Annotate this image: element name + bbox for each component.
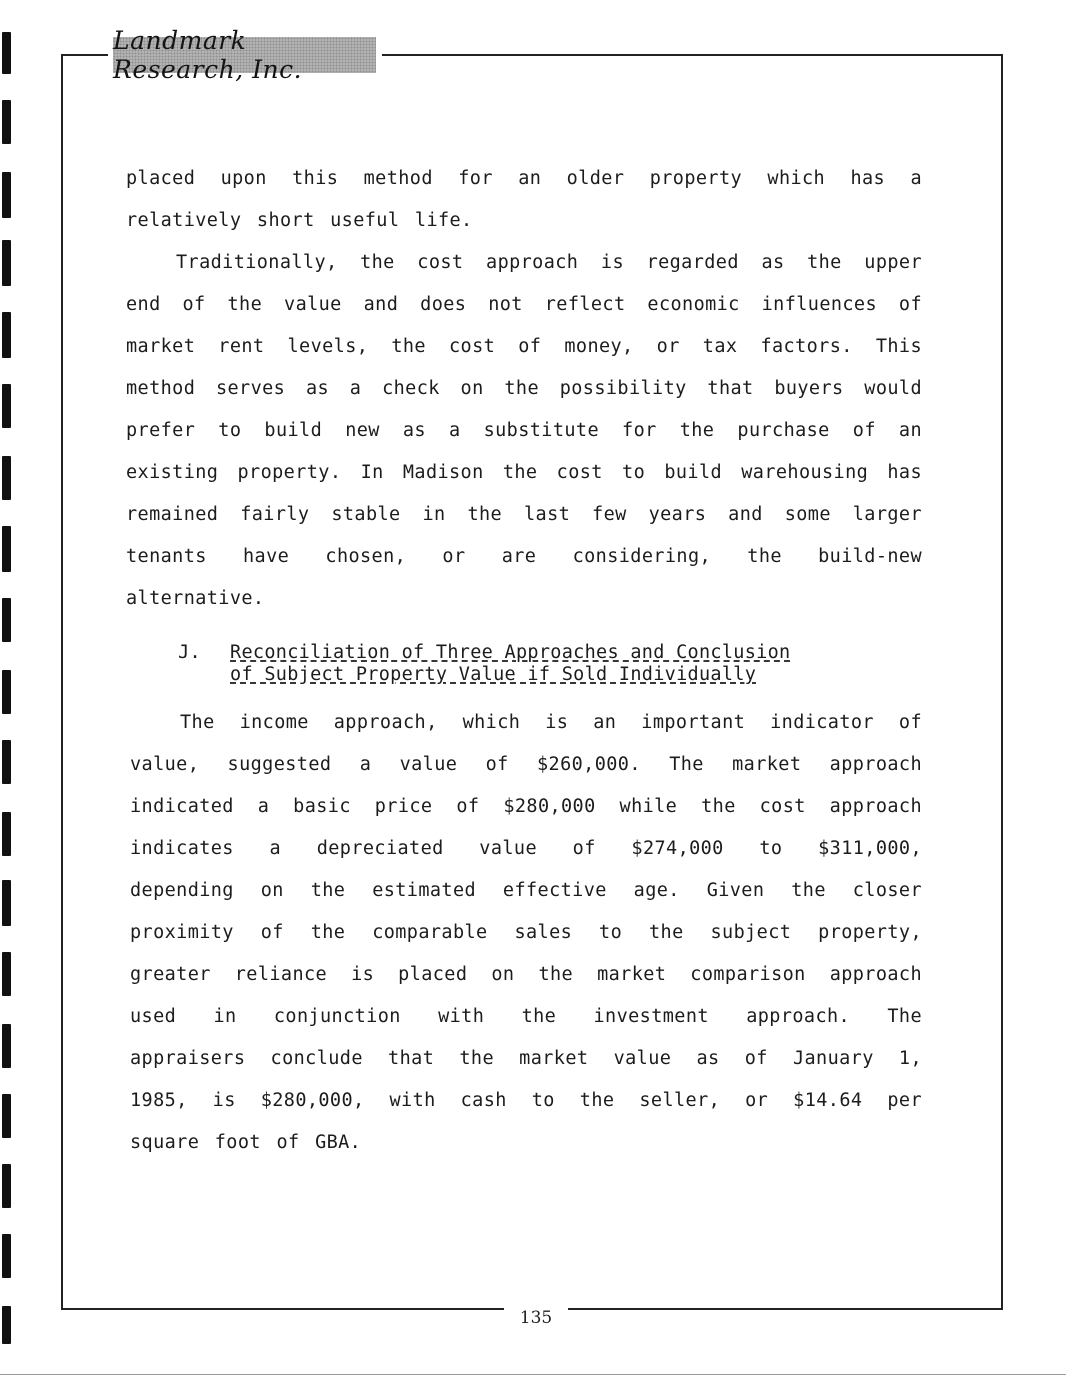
text-line: remained fairly stable in the last few years and some larger [126,504,922,525]
text-line: value, suggested a value of $260,000. The market approach [130,754,922,775]
binding-mark [2,312,11,358]
binding-mark [2,32,11,74]
text-line: used in conjunction with the investment approach. The [130,1006,922,1027]
binding-mark [2,1306,11,1344]
text-line: prefer to build new as a substitute for the purchase of an [126,420,922,441]
binding-mark [2,1234,11,1278]
binding-mark [2,456,11,500]
page-number: 135 [519,1308,553,1328]
text-line: placed upon this method for an older property which has a [126,168,922,189]
text-line: tenants have chosen, or are considering, the build-new [126,546,922,567]
text-line: method serves as a check on the possibility that buyers would [126,378,922,399]
binding-mark [2,384,11,428]
section-heading [178,642,922,686]
binding-mark [2,1094,11,1138]
section-title-line-2: of Subject Property Value if Sold Individually [230,664,757,685]
binding-mark [2,100,11,144]
section-title-line-1: Reconciliation of Three Approaches and Conclusion [230,642,791,663]
text-line: end of the value and does not reflect economic influences of [126,294,922,315]
text-line: Traditionally, the cost approach is regarded as the upper [176,252,922,273]
text-line: existing property. In Madison the cost to build warehousing has [126,462,922,483]
paragraph-1 [126,158,922,242]
section-letter: J. [178,642,201,663]
binding-mark [2,1164,11,1208]
binding-mark [2,526,11,572]
text-line: appraisers conclude that the market value as of January 1, [130,1048,922,1069]
binding-mark [2,952,11,996]
scan-edge-line [0,1374,1066,1375]
company-logo: Landmark Research, Inc. [113,37,376,73]
text-line: depending on the estimated effective age. Given the closer [130,880,922,901]
paragraph-3 [126,702,922,1164]
text-line: indicated a basic price of $280,000 while the cost approach [130,796,922,817]
text-line: The income approach, which is an important indicator of [180,712,922,733]
text-line: indicates a depreciated value of $274,000 to $311,000, [130,838,922,859]
document-body [126,158,922,1164]
binding-mark [2,812,11,856]
binding-mark [2,172,11,218]
text-line: square foot of GBA. [130,1132,362,1153]
binding-mark [2,240,11,286]
binding-mark [2,1024,11,1068]
text-line: alternative. [126,588,265,609]
text-line: market rent levels, the cost of money, or tax factors. This [126,336,922,357]
text-line: proximity of the comparable sales to the subject property, [130,922,922,943]
binding-mark [2,670,11,714]
paragraph-2 [126,242,922,620]
binding-mark [2,598,11,642]
binding-mark [2,880,11,926]
binding-mark [2,740,11,784]
text-line: relatively short useful life. [126,210,473,231]
text-line: 1985, is $280,000, with cash to the seller, or $14.64 per [130,1090,922,1111]
text-line: greater reliance is placed on the market comparison approach [130,964,922,985]
